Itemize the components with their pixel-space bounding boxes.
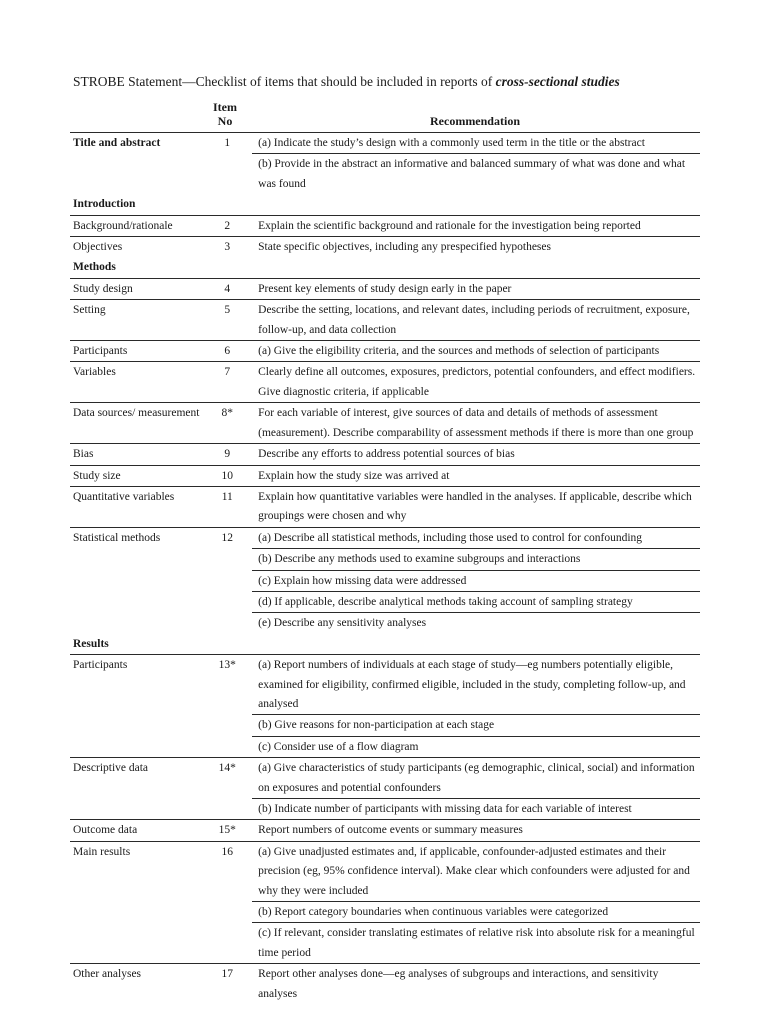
recommendation-text: Report numbers of outcome events or summary measures <box>258 824 523 837</box>
recommendation-text: State specific objectives, including any prespecified hypotheses <box>258 241 551 254</box>
recommendation-cell <box>252 528 700 634</box>
checklist-row <box>70 215 700 236</box>
section-heading-row <box>70 634 700 654</box>
item-number: 10 <box>221 469 233 482</box>
checklist-row <box>70 654 700 757</box>
checklist-row <box>70 819 700 840</box>
recommendation-text: For each variable of interest, give sources of data and details of methods of assessment (measurement). Describe comparability of assessment methods if there is more than one group <box>258 407 694 439</box>
topic-label: Outcome data <box>73 824 138 837</box>
topic-label: Title and abstract <box>73 137 161 149</box>
section-heading: Results <box>73 637 109 650</box>
section-heading: Introduction <box>73 198 136 211</box>
recommendation-cell <box>252 842 700 963</box>
checklist-row <box>70 236 700 257</box>
item-number: 1 <box>224 137 231 149</box>
item-number <box>202 634 252 654</box>
item-number: 5 <box>224 304 231 317</box>
checklist-row <box>70 486 700 527</box>
topic-label: Quantitative variables <box>73 490 175 503</box>
recommendation-text: (a) Indicate the study’s design with a commonly used term in the title or the abstract <box>258 137 645 149</box>
checklist-row <box>70 340 700 361</box>
recommendation-text: Explain how the study size was arrived at <box>258 469 450 482</box>
recommendation-text: (e) Describe any sensitivity analyses <box>252 612 700 633</box>
recommendation-cell <box>252 655 700 757</box>
item-number: 3 <box>224 241 231 254</box>
recommendation-cell <box>252 403 700 443</box>
recommendation-cell <box>252 634 700 654</box>
item-number: 12 <box>221 531 233 544</box>
recommendation-text: (b) Report category boundaries when continuous variables were categorized <box>252 901 700 922</box>
recommendation-text: (c) If relevant, consider translating estimates of relative risk into absolute risk for a meaningful time period <box>252 922 700 963</box>
section-heading-row <box>70 257 700 277</box>
topic-label: Other analyses <box>73 968 142 981</box>
item-number: 8* <box>221 407 233 420</box>
topic-label: Participants <box>73 345 128 358</box>
section-heading-row <box>70 194 700 214</box>
recommendation-cell <box>252 279 700 299</box>
topic-label: Descriptive data <box>73 762 149 775</box>
title-prefix: STROBE Statement—Checklist of items that should be included in reports of <box>73 74 496 89</box>
recommendation-text: (c) Explain how missing data were addressed <box>252 570 700 591</box>
checklist-row <box>70 361 700 402</box>
section-heading: Methods <box>73 261 116 274</box>
checklist-row <box>70 963 700 1004</box>
item-number: 4 <box>224 282 231 295</box>
recommendation-cell <box>252 487 700 527</box>
recommendation-cell <box>252 466 700 486</box>
recommendation-cell <box>252 341 700 361</box>
topic-label: Participants <box>73 659 128 672</box>
recommendation-cell <box>252 257 700 277</box>
checklist-row <box>70 527 700 634</box>
topic-label: Study size <box>73 469 121 482</box>
recommendation-text: (c) Consider use of a flow diagram <box>252 736 700 757</box>
topic-label: Study design <box>73 282 133 295</box>
topic-label: Bias <box>73 448 94 461</box>
recommendation-text: Describe the setting, locations, and relevant dates, including periods of recruitment, exposure, follow-up, and data collection <box>258 304 690 336</box>
recommendation-cell <box>252 758 700 819</box>
recommendation-cell <box>252 362 700 402</box>
topic-label: Statistical methods <box>73 531 161 544</box>
recommendation-text: (a) Describe all statistical methods, including those used to control for confounding <box>258 531 643 544</box>
item-number: 7 <box>224 366 231 379</box>
recommendation-cell <box>252 444 700 464</box>
recommendation-text: (a) Give unadjusted estimates and, if applicable, confounder-adjusted estimates and their precision (eg, 95% confidence interval). Make clear which confounders were adjusted for and why they were included <box>258 845 690 897</box>
recommendation-cell <box>252 964 700 1004</box>
item-number: 13* <box>218 659 236 672</box>
recommendation-text: (d) If applicable, describe analytical methods taking account of sampling strategy <box>252 591 700 612</box>
topic-label: Objectives <box>73 241 123 254</box>
recommendation-text: Explain how quantitative variables were handled in the analyses. If applicable, describe which groupings were chosen and why <box>258 490 692 523</box>
recommendation-text: (a) Give characteristics of study participants (eg demographic, clinical, social) and information on exposures and potential confounders <box>258 762 695 794</box>
item-number-header <box>200 100 250 128</box>
item-header-line-2: No <box>217 114 233 128</box>
recommendation-cell <box>252 216 700 236</box>
topic-label: Background/rationale <box>73 219 173 232</box>
item-number: 11 <box>221 490 233 503</box>
topic-label: Variables <box>73 366 116 379</box>
recommendation-text: (a) Give the eligibility criteria, and the sources and methods of selection of participants <box>258 345 660 358</box>
recommendation-cell <box>252 820 700 840</box>
recommendation-text: Present key elements of study design early in the paper <box>258 282 512 295</box>
item-number: 9 <box>224 448 231 461</box>
item-number: 16 <box>221 845 233 858</box>
recommendation-cell <box>252 133 700 194</box>
recommendation-cell <box>252 194 700 214</box>
recommendation-text: (b) Give reasons for non-participation at each stage <box>252 714 700 735</box>
recommendation-text: Clearly define all outcomes, exposures, predictors, potential confounders, and effect modifiers. Give diagnostic criteria, if applicable <box>258 366 696 398</box>
item-number <box>202 257 252 277</box>
checklist-row <box>70 402 700 443</box>
recommendation-cell <box>252 300 700 340</box>
checklist-row <box>70 299 700 340</box>
checklist-row <box>70 841 700 963</box>
title-emphasis: cross-sectional studies <box>495 74 620 89</box>
recommendation-text: Explain the scientific background and rationale for the investigation being reported <box>258 219 641 232</box>
item-number: 15* <box>218 824 236 837</box>
recommendation-cell <box>252 237 700 257</box>
recommendation-header: Recommendation <box>430 114 520 128</box>
item-number: 2 <box>224 219 231 232</box>
checklist-row <box>70 132 700 194</box>
checklist-row <box>70 757 700 819</box>
recommendation-text: Describe any efforts to address potential sources of bias <box>258 448 515 461</box>
item-header-line-1: Item <box>213 100 237 114</box>
topic-label: Data sources/ measurement <box>73 407 200 420</box>
checklist-row <box>70 443 700 464</box>
item-number <box>202 194 252 214</box>
item-number: 6 <box>224 345 231 358</box>
checklist-row <box>70 465 700 486</box>
item-number: 14* <box>218 762 236 775</box>
recommendation-text: (b) Provide in the abstract an informative and balanced summary of what was done and what was found <box>252 153 700 194</box>
recommendation-text: (b) Describe any methods used to examine subgroups and interactions <box>252 548 700 569</box>
recommendation-text: (b) Indicate number of participants with missing data for each variable of interest <box>252 798 700 819</box>
item-number: 17 <box>221 968 233 981</box>
recommendation-text: Report other analyses done—eg analyses of subgroups and interactions, and sensitivity analyses <box>258 968 659 1000</box>
checklist-row <box>70 278 700 299</box>
checklist-table <box>70 132 700 1004</box>
topic-label: Setting <box>73 304 106 317</box>
topic-label: Main results <box>73 845 131 858</box>
document-title <box>73 74 620 90</box>
recommendation-text: (a) Report numbers of individuals at each stage of study—eg numbers potentially eligible, examined for eligibility, confirmed eligible, included in the study, completing follow-up, and analysed <box>258 659 686 710</box>
